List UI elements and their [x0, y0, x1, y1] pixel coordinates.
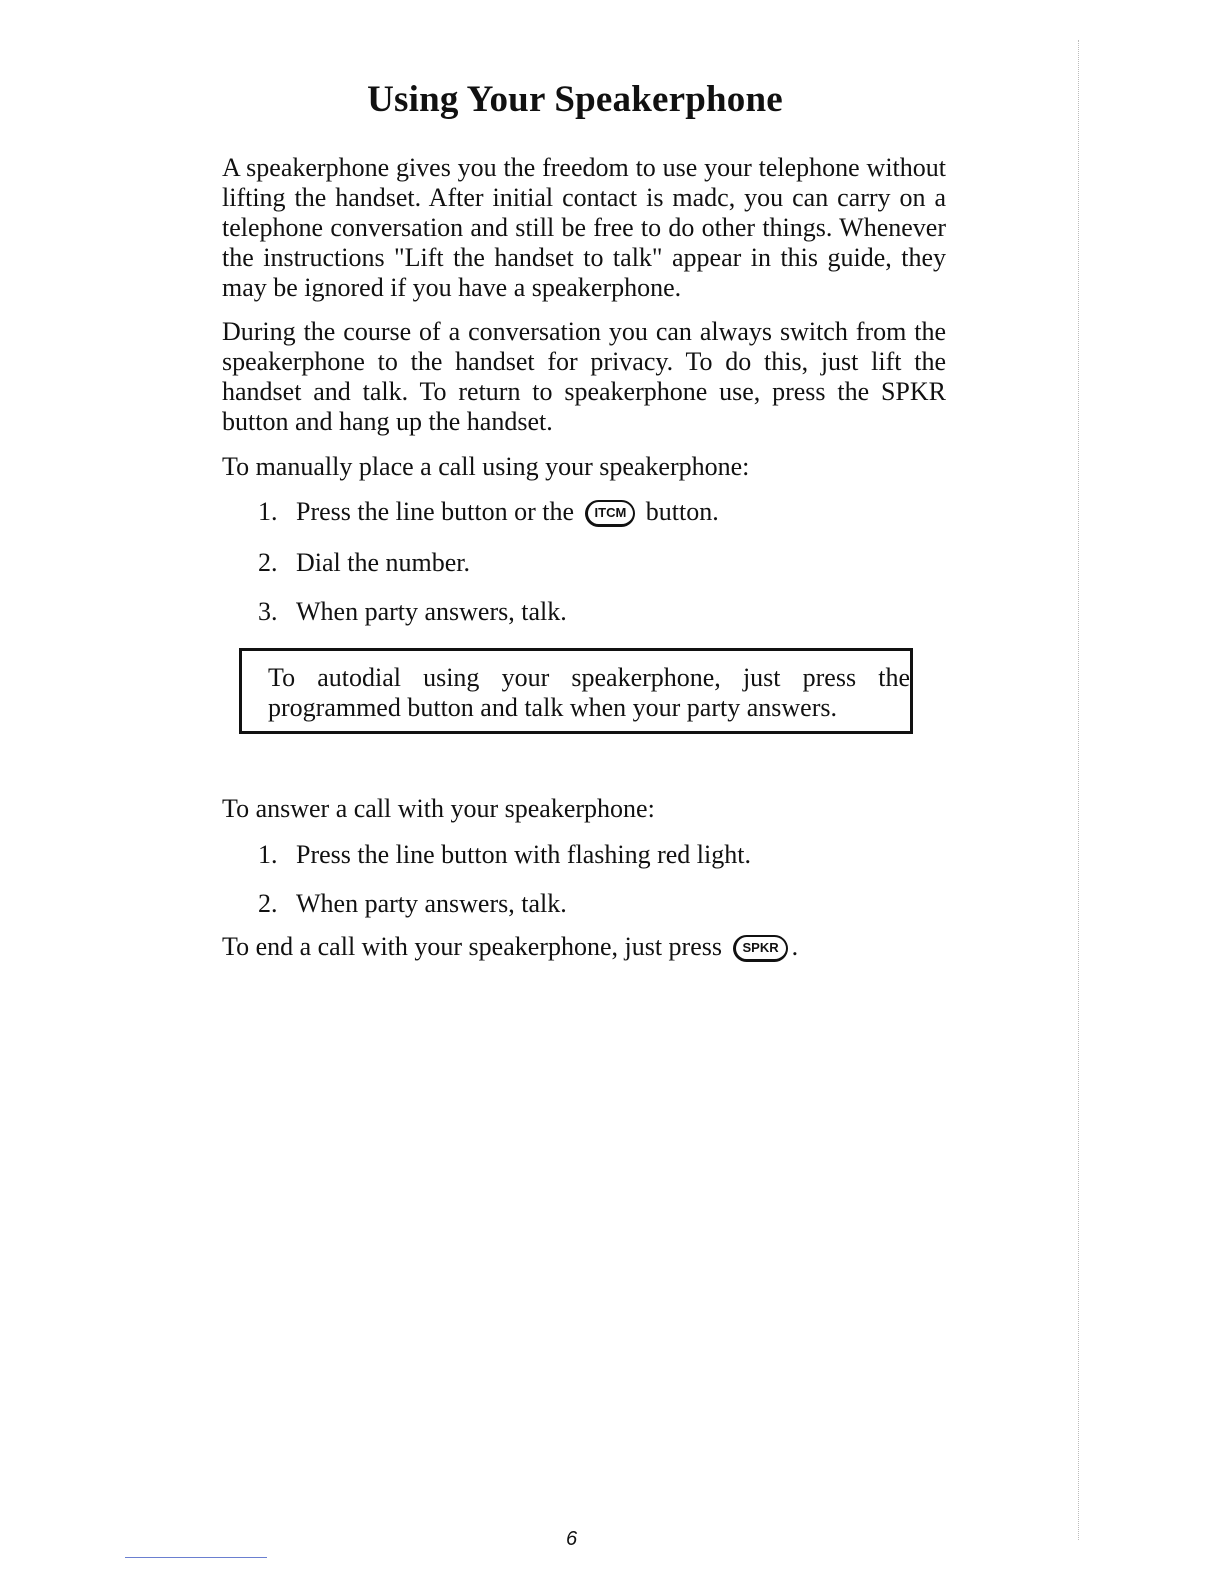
place-step-2: [258, 548, 470, 578]
step-text: Press the line button or the: [296, 497, 575, 526]
autodial-note-box: To autodial using your speakerphone, just press the programmed button and talk when your party answers.: [239, 648, 913, 734]
itcm-button-icon: ITCM: [585, 500, 636, 527]
answer-step-1: [258, 840, 751, 870]
step-text: When party answers, talk.: [296, 889, 567, 918]
end-call-period: .: [791, 932, 799, 961]
page-number: 6: [566, 1528, 578, 1550]
answer-call-intro: To answer a call with your speakerphone:: [222, 794, 655, 823]
footer-rule: [125, 1557, 267, 1558]
spkr-button-icon: SPKR: [733, 935, 788, 962]
step-number: 1.: [258, 840, 278, 869]
step-text: Press the line button with flashing red light.: [296, 840, 751, 869]
place-step-1: [258, 497, 719, 527]
answer-step-2: [258, 889, 567, 919]
page-title: Using Your Speakerphone: [367, 79, 783, 120]
step-text-end: button.: [645, 497, 719, 526]
place-step-3: [258, 597, 567, 627]
step-number: 1.: [258, 497, 278, 526]
place-call-intro: To manually place a call using your speakerphone:: [222, 452, 750, 481]
privacy-paragraph: During the course of a conversation you can always switch from the speakerphone to the handset for privacy. To do this, just lift the handset and talk. To return to speakerphone use, press the SPKR button and hang up the handset.: [222, 317, 946, 436]
step-number: 3.: [258, 597, 278, 626]
step-number: 2.: [258, 889, 278, 918]
end-call-text: To end a call with your speakerphone, just press: [222, 932, 722, 961]
step-number: 2.: [258, 548, 278, 577]
end-call-line: [222, 932, 798, 962]
intro-paragraph: A speakerphone gives you the freedom to use your telephone without lifting the handset. After initial contact is madc, you can carry on a telephone conversation and still be free to do other things. Whenever the instructions "Lift the handset to talk" appear in this guide, they may be ignored if you have a speakerphone.: [222, 153, 946, 302]
step-text: Dial the number.: [296, 548, 471, 577]
page-edge-scan-marks: [1078, 40, 1083, 1540]
step-text: When party answers, talk.: [296, 597, 567, 626]
